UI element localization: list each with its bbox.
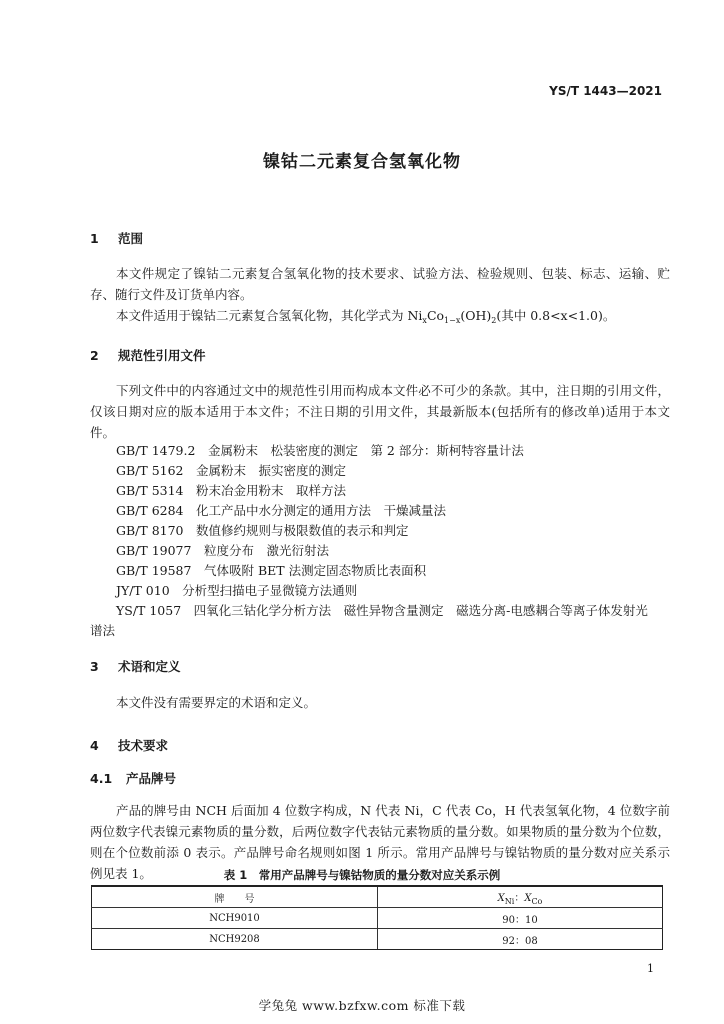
reference-item [116,501,446,521]
table-1 [91,885,663,950]
reference-code: JY/T 010 [116,583,170,598]
reference-item [116,561,426,581]
section-3-heading [90,657,181,675]
reference-item [116,441,524,461]
reference-code: GB/T 5162 [116,463,184,478]
section-1-heading [90,229,143,247]
reference-code: GB/T 1479.2 [116,443,196,458]
subsection-4-1-paragraph: 产品的牌号由 NCH 后面加 4 位数字构成，N 代表 Ni，C 代表 Co，H 代表氢氧化物，4 位数字前两位数字代表镍元素物质的量分数，后两位数字代表钴元素物质的量分数。如果物质的量分数为个位数，则在个位数前添 0 表示。产品牌号命名规则如图 1 所示。常用产品牌号与镍钴物质的量分数对应关系示例见表 1。 [90,803,670,881]
cell-ratio: 90：10 [378,908,663,929]
cell-ratio: 92：08 [378,929,663,950]
reference-title: 金属粉末 振实密度的测定 [196,463,347,478]
table-header-row [92,886,663,908]
reference-title: 四氧化三钴化学分析方法 磁性异物含量测定 磁选分离-电感耦合等离子体发射光 [193,603,648,618]
table-1-caption: 表 1 常用产品牌号与镍钴物质的量分数对应关系示例 [223,868,501,882]
reference-title: 金属粉末 松装密度的测定 第 2 部分：斯柯特容量计法 [207,443,524,458]
subsection-4-1-heading [90,769,176,787]
reference-code: YS/T 1057 [116,603,182,618]
reference-code: GB/T 6284 [116,503,184,518]
section-number: 1 [90,231,99,246]
standard-code: YS/T 1443—2021 [549,84,662,98]
header-grade: 牌 号 [92,886,378,908]
section-number: 4 [90,738,99,753]
section-title: 范围 [118,231,144,246]
section-3-paragraph: 本文件没有需要界定的术语和定义。 [116,695,317,710]
reference-continuation: 谱法 [90,623,116,638]
subsection-title: 产品牌号 [126,771,177,786]
section-1-paragraph-1: 本文件规定了镍钴二元素复合氢氧化物的技术要求、试验方法、检验规则、包装、标志、运输、贮存、随行文件及订货单内容。 [90,266,670,302]
reference-item [116,521,409,541]
cell-grade: NCH9010 [92,908,378,929]
reference-title: 气体吸附 BET 法测定固态物质比表面积 [203,563,427,578]
document-title: 镍钴二元素复合氢氧化物 [263,152,461,172]
reference-title: 粒度分布 激光衍射法 [203,543,329,558]
reference-item [116,461,346,481]
table-row [92,929,663,950]
cell-grade: NCH9208 [92,929,378,950]
reference-code: GB/T 5314 [116,483,184,498]
reference-code: GB/T 19587 [116,563,192,578]
section-number: 3 [90,659,99,674]
header-ratio: $X_{Ni}$：$X_{Co}$ [378,886,663,908]
reference-code: GB/T 8170 [116,523,184,538]
reference-title: 分析型扫描电子显微镜方法通则 [182,583,358,598]
reference-item [116,541,329,561]
reference-title: 化工产品中水分测定的通用方法 干燥减量法 [196,503,447,518]
subsection-number: 4.1 [90,771,113,786]
reference-item [116,481,346,501]
reference-code: GB/T 19077 [116,543,192,558]
footer-watermark: 学兔兔 www.bzfxw.com 标准下载 [258,998,466,1013]
reference-title: 粉末冶金用粉末 取样方法 [196,483,347,498]
reference-item [116,601,648,621]
section-title: 技术要求 [118,738,169,753]
section-title: 术语和定义 [118,659,181,674]
section-1-paragraph-2: 本文件适用于镍钴二元素复合氢氧化物，其化学式为 $Ni_xCo_{1-x}(OH)_2$(其中 0.8<x<1.0)。 [116,308,616,325]
section-4-heading [90,736,168,754]
reference-item [116,581,357,601]
section-2-intro: 下列文件中的内容通过文中的规范性引用而构成本文件必不可少的条款。其中，注日期的引用文件，仅该日期对应的版本适用于本文件；不注日期的引用文件，其最新版本(包括所有的修改单)适用于本文件。 [90,383,670,440]
section-title: 规范性引用文件 [118,348,206,363]
section-2-heading [90,346,206,364]
section-number: 2 [90,348,99,363]
table-row [92,908,663,929]
reference-title: 数值修约规则与极限数值的表示和判定 [196,523,409,538]
page-number: 1 [647,962,654,975]
